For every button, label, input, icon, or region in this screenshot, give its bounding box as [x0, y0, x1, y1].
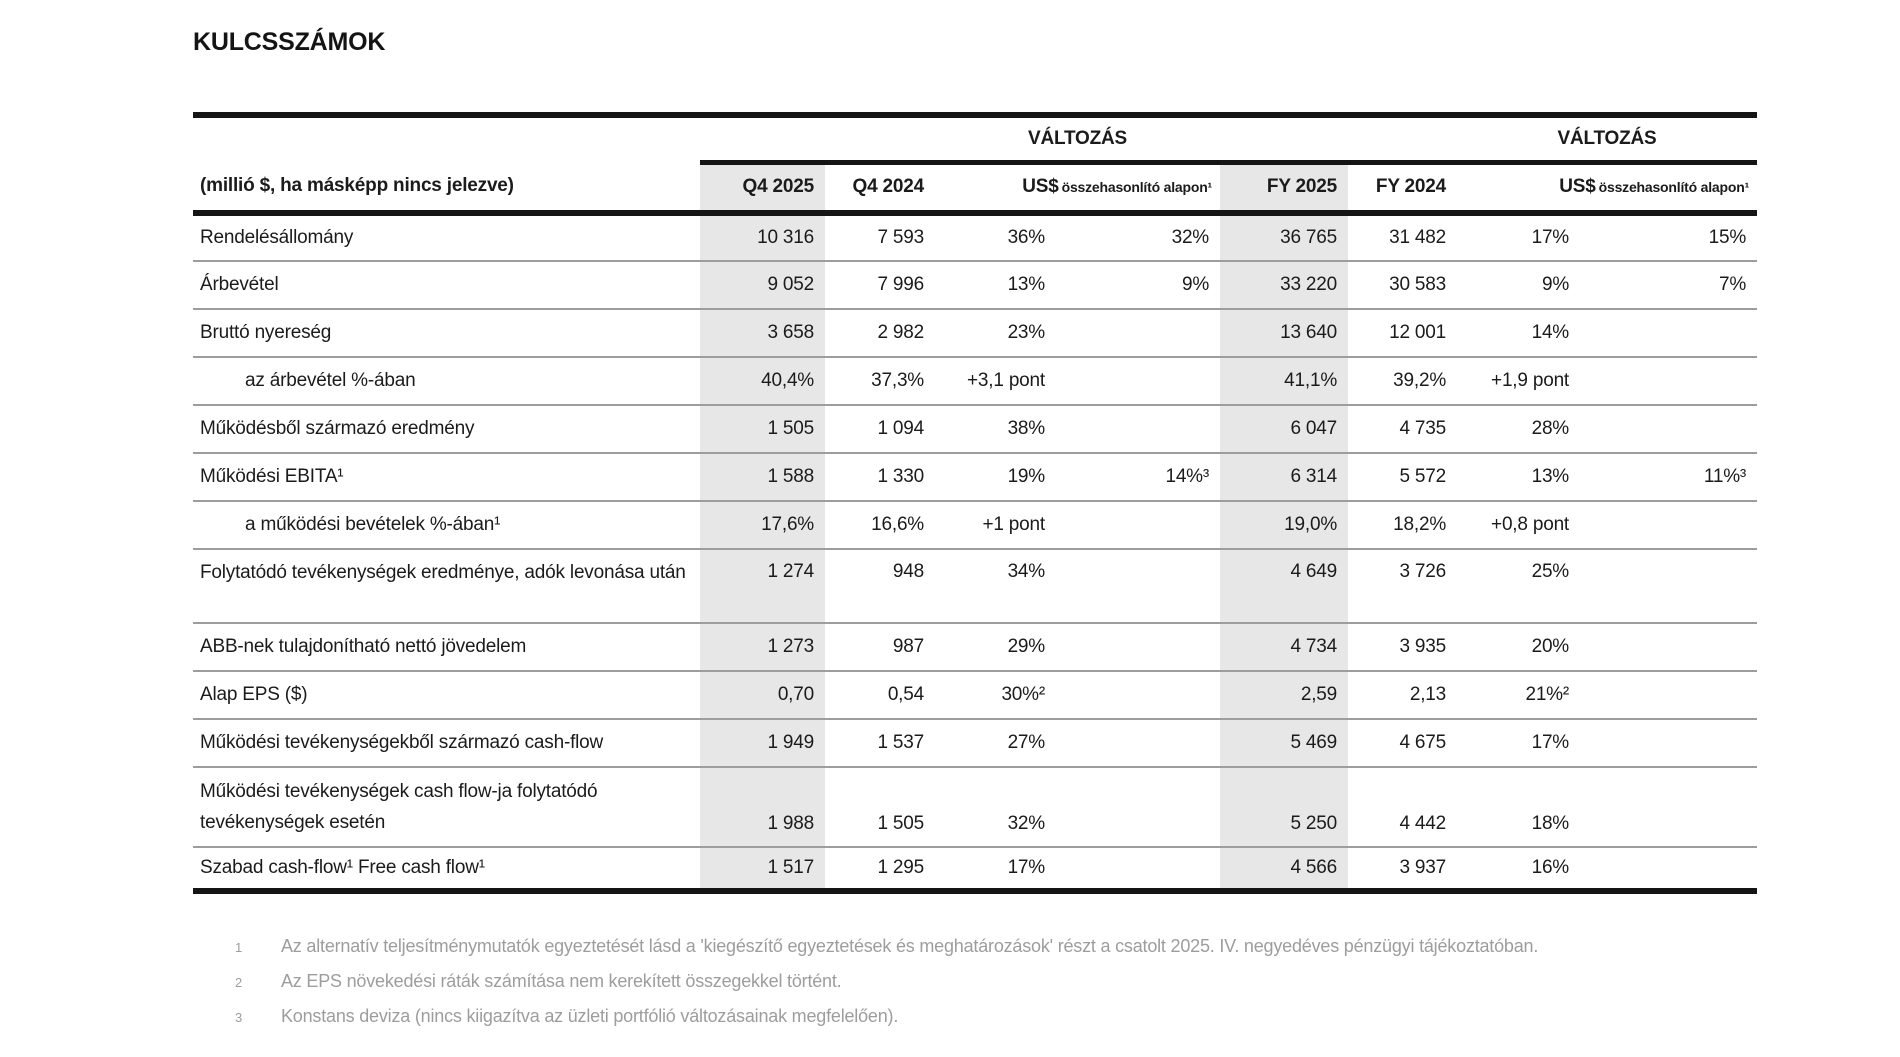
column-header-q4-2025: Q4 2025	[700, 162, 825, 213]
table-row	[193, 453, 1757, 501]
cell-q4-2025: 1 588	[700, 453, 825, 501]
row-label: Működési tevékenységek cash flow-ja folytatódó tevékenységek esetén	[193, 767, 700, 847]
cell-fy-change-us: +1,9 pont	[1457, 357, 1580, 405]
cell-change-us: 38%	[935, 405, 1056, 453]
footnote-text: Az EPS növekedési ráták számítása nem kerekített összegekkel történt.	[281, 971, 842, 991]
cell-q4-2025: 1 505	[700, 405, 825, 453]
cell-q4-2025: 3 658	[700, 309, 825, 357]
cell-fy-change-comparable	[1580, 671, 1757, 719]
cell-fy-2025: 13 640	[1220, 309, 1348, 357]
cell-q4-2025: 1 274	[700, 549, 825, 623]
row-label: Rendelésállomány	[200, 227, 354, 248]
cell-change-us: 27%	[935, 719, 1056, 767]
footnote	[235, 936, 1538, 971]
cell-change-comparable	[1056, 405, 1220, 453]
cell-fy-change-us: 14%	[1457, 309, 1580, 357]
cell-change-comparable	[1056, 501, 1220, 549]
footnote-marker: 2	[235, 975, 243, 990]
table-row	[193, 671, 1757, 719]
cell-fy-2025: 36 765	[1220, 213, 1348, 261]
cell-fy-2024: 3 937	[1348, 847, 1457, 891]
cell-q4-2024: 7 593	[877, 227, 924, 248]
cell-q4-2024: 987	[825, 623, 935, 671]
cell-fy-change-us: 17%	[1531, 227, 1570, 248]
cell-change-comparable	[1056, 623, 1220, 671]
cell-change-comparable: 14%³	[1056, 453, 1220, 501]
row-label: Működésből származó eredmény	[193, 405, 700, 453]
cell-fy-change-comparable	[1580, 623, 1757, 671]
table-row	[193, 719, 1757, 767]
cell-change-us: 30%²	[935, 671, 1056, 719]
column-header-us-comparable-q4	[935, 162, 1220, 213]
cell-fy-2024: 4 675	[1348, 719, 1457, 767]
column-header-fy-2024: FY 2024	[1348, 162, 1457, 213]
cell-fy-change-comparable	[1580, 501, 1757, 549]
cell-change-comparable	[1056, 549, 1220, 623]
row-label: ABB-nek tulajdonítható nettó jövedelem	[193, 623, 700, 671]
cell-fy-change-comparable: 7%	[1580, 261, 1757, 309]
cell-q4-2024: 1 537	[825, 719, 935, 767]
cell-fy-2025: 33 220	[1220, 261, 1348, 309]
footnote	[235, 1006, 1538, 1041]
table-row	[193, 309, 1757, 357]
cell-q4-2024: 1 330	[825, 453, 935, 501]
cell-q4-2024: 0,54	[825, 671, 935, 719]
cell-fy-change-comparable	[1580, 309, 1757, 357]
cell-q4-2025: 40,4%	[700, 357, 825, 405]
cell-fy-change-us: +0,8 pont	[1457, 501, 1580, 549]
row-label: Alap EPS ($)	[193, 671, 700, 719]
cell-change-us: +3,1 pont	[935, 357, 1056, 405]
cell-q4-2025: 1 517	[700, 847, 825, 891]
cell-fy-2024: 30 583	[1348, 261, 1457, 309]
cell-change-us: 23%	[935, 309, 1056, 357]
change-row-rule	[700, 115, 935, 162]
cell-fy-change-comparable	[1580, 847, 1757, 891]
row-label: Működési EBITA¹	[193, 453, 700, 501]
cell-fy-change-us: 28%	[1457, 405, 1580, 453]
cell-change-comparable: 9%	[1056, 261, 1220, 309]
cell-q4-2025: 0,70	[700, 671, 825, 719]
cell-q4-2025: 9 052	[700, 261, 825, 309]
cell-fy-2025: 6 047	[1220, 405, 1348, 453]
cell-fy-change-us: 16%	[1457, 847, 1580, 891]
cell-q4-2024: 1 505	[825, 767, 935, 847]
cell-fy-2025: 5 250	[1220, 767, 1348, 847]
cell-q4-2024: 37,3%	[825, 357, 935, 405]
change-header-row	[193, 115, 1757, 162]
row-label: Szabad cash-flow¹ Free cash flow¹	[193, 847, 700, 891]
footnote	[235, 971, 1538, 1006]
key-figures-table	[193, 112, 1757, 894]
cell-change-us: +1 pont	[935, 501, 1056, 549]
column-header-fy-2025: FY 2025	[1220, 162, 1348, 213]
cell-q4-2024: 2 982	[825, 309, 935, 357]
cell-fy-2025: 41,1%	[1220, 357, 1348, 405]
cell-fy-change-us: 25%	[1457, 549, 1580, 623]
footnote-text: Konstans deviza (nincs kiigazítva az üzleti portfólió változásainak megfelelően).	[281, 1006, 899, 1026]
cell-change-comparable	[1056, 719, 1220, 767]
table-row	[193, 501, 1757, 549]
cell-fy-2024: 12 001	[1348, 309, 1457, 357]
cell-fy-2024: 4 442	[1348, 767, 1457, 847]
table-row	[193, 357, 1757, 405]
comparable-basis-label: összehasonlító alapon¹	[1061, 179, 1213, 196]
cell-fy-change-comparable: 11%³	[1580, 453, 1757, 501]
footnotes	[235, 936, 1538, 1041]
footnote-marker: 1	[235, 940, 243, 955]
change-row-spacer	[193, 115, 700, 162]
row-label: Bruttó nyereség	[193, 309, 700, 357]
cell-fy-2025: 6 314	[1220, 453, 1348, 501]
row-label: Működési tevékenységekből származó cash-flow	[193, 719, 700, 767]
cell-fy-2024: 39,2%	[1348, 357, 1457, 405]
change-header-fy: VÁLTOZÁS	[1457, 115, 1757, 162]
cell-fy-change-comparable	[1580, 767, 1757, 847]
cell-q4-2024: 1 295	[825, 847, 935, 891]
cell-change-us: 17%	[935, 847, 1056, 891]
cell-change-comparable	[1056, 309, 1220, 357]
cell-fy-change-comparable	[1580, 719, 1757, 767]
cell-fy-2024: 5 572	[1348, 453, 1457, 501]
cell-q4-2024: 948	[825, 549, 935, 623]
table-body	[193, 213, 1757, 891]
footnote-text: Az alternatív teljesítménymutatók egyeztetését lásd a 'kiegészítő egyeztetések és meghatározások' részt a csatolt 2025. IV. negyedéves pénzügyi tájékoztatóban.	[281, 936, 1539, 956]
cell-change-comparable	[1056, 767, 1220, 847]
cell-fy-2025: 5 469	[1220, 719, 1348, 767]
column-header-us-comparable-fy	[1457, 162, 1757, 213]
cell-fy-2024: 18,2%	[1348, 501, 1457, 549]
cell-change-comparable	[1056, 357, 1220, 405]
cell-fy-change-us: 18%	[1457, 767, 1580, 847]
cell-fy-change-comparable: 15%	[1708, 227, 1747, 248]
cell-fy-change-us: 20%	[1457, 623, 1580, 671]
cell-q4-2025: 17,6%	[700, 501, 825, 549]
cell-fy-change-comparable	[1580, 405, 1757, 453]
cell-fy-2025: 4 566	[1220, 847, 1348, 891]
cell-change-comparable	[1056, 671, 1220, 719]
cell-change-comparable: 32%	[1171, 227, 1210, 248]
cell-fy-change-us: 13%	[1457, 453, 1580, 501]
us-dollar-label: US$	[1022, 176, 1059, 198]
cell-fy-2024: 3 935	[1348, 623, 1457, 671]
table-row	[193, 623, 1757, 671]
cell-fy-2025: 4 734	[1220, 623, 1348, 671]
cell-change-us: 19%	[935, 453, 1056, 501]
cell-change-comparable	[1056, 847, 1220, 891]
cell-change-us: 36%	[1007, 227, 1045, 248]
comparable-basis-label: összehasonlító alapon¹	[1598, 179, 1750, 196]
table-row	[193, 261, 1757, 309]
cell-fy-change-comparable	[1580, 357, 1757, 405]
cell-q4-2024: 7 996	[825, 261, 935, 309]
cell-change-us: 13%	[935, 261, 1056, 309]
change-header-q4: VÁLTOZÁS	[935, 115, 1220, 162]
cell-fy-2024: 31 482	[1389, 227, 1447, 248]
cell-fy-2024: 4 735	[1348, 405, 1457, 453]
table-row	[193, 213, 1757, 261]
table-row	[193, 847, 1757, 891]
cell-q4-2025: 1 949	[700, 719, 825, 767]
table-row	[193, 767, 1757, 847]
column-header-q4-2024: Q4 2024	[825, 162, 935, 213]
cell-fy-2024: 2,13	[1348, 671, 1457, 719]
unit-label: (millió $, ha másképp nincs jelezve)	[193, 162, 700, 213]
cell-change-us: 29%	[935, 623, 1056, 671]
column-header-row	[193, 162, 1757, 213]
footnote-marker: 3	[235, 1010, 243, 1025]
cell-change-us: 32%	[935, 767, 1056, 847]
cell-q4-2024: 16,6%	[825, 501, 935, 549]
cell-fy-2024: 3 726	[1348, 549, 1457, 623]
row-label: a működési bevételek %-ában¹	[193, 501, 700, 549]
cell-fy-2025: 19,0%	[1220, 501, 1348, 549]
cell-fy-change-us: 17%	[1457, 719, 1580, 767]
table-row	[193, 405, 1757, 453]
cell-q4-2024: 1 094	[825, 405, 935, 453]
cell-fy-change-us: 9%	[1457, 261, 1580, 309]
cell-fy-2025: 4 649	[1220, 549, 1348, 623]
cell-q4-2025: 1 273	[700, 623, 825, 671]
row-label: Árbevétel	[193, 261, 700, 309]
row-label: az árbevétel %-ában	[193, 357, 700, 405]
cell-fy-change-comparable	[1580, 549, 1757, 623]
table-row	[193, 549, 1757, 623]
row-label: Folytatódó tevékenységek eredménye, adók levonása után	[193, 549, 700, 623]
cell-change-us: 34%	[935, 549, 1056, 623]
us-dollar-label: US$	[1559, 176, 1596, 198]
cell-fy-change-us: 21%²	[1457, 671, 1580, 719]
change-row-rule	[1220, 115, 1457, 162]
cell-q4-2025: 1 988	[700, 767, 825, 847]
page-title: KULCSSZÁMOK	[193, 28, 386, 56]
cell-q4-2025: 10 316	[700, 213, 825, 261]
cell-fy-2025: 2,59	[1220, 671, 1348, 719]
